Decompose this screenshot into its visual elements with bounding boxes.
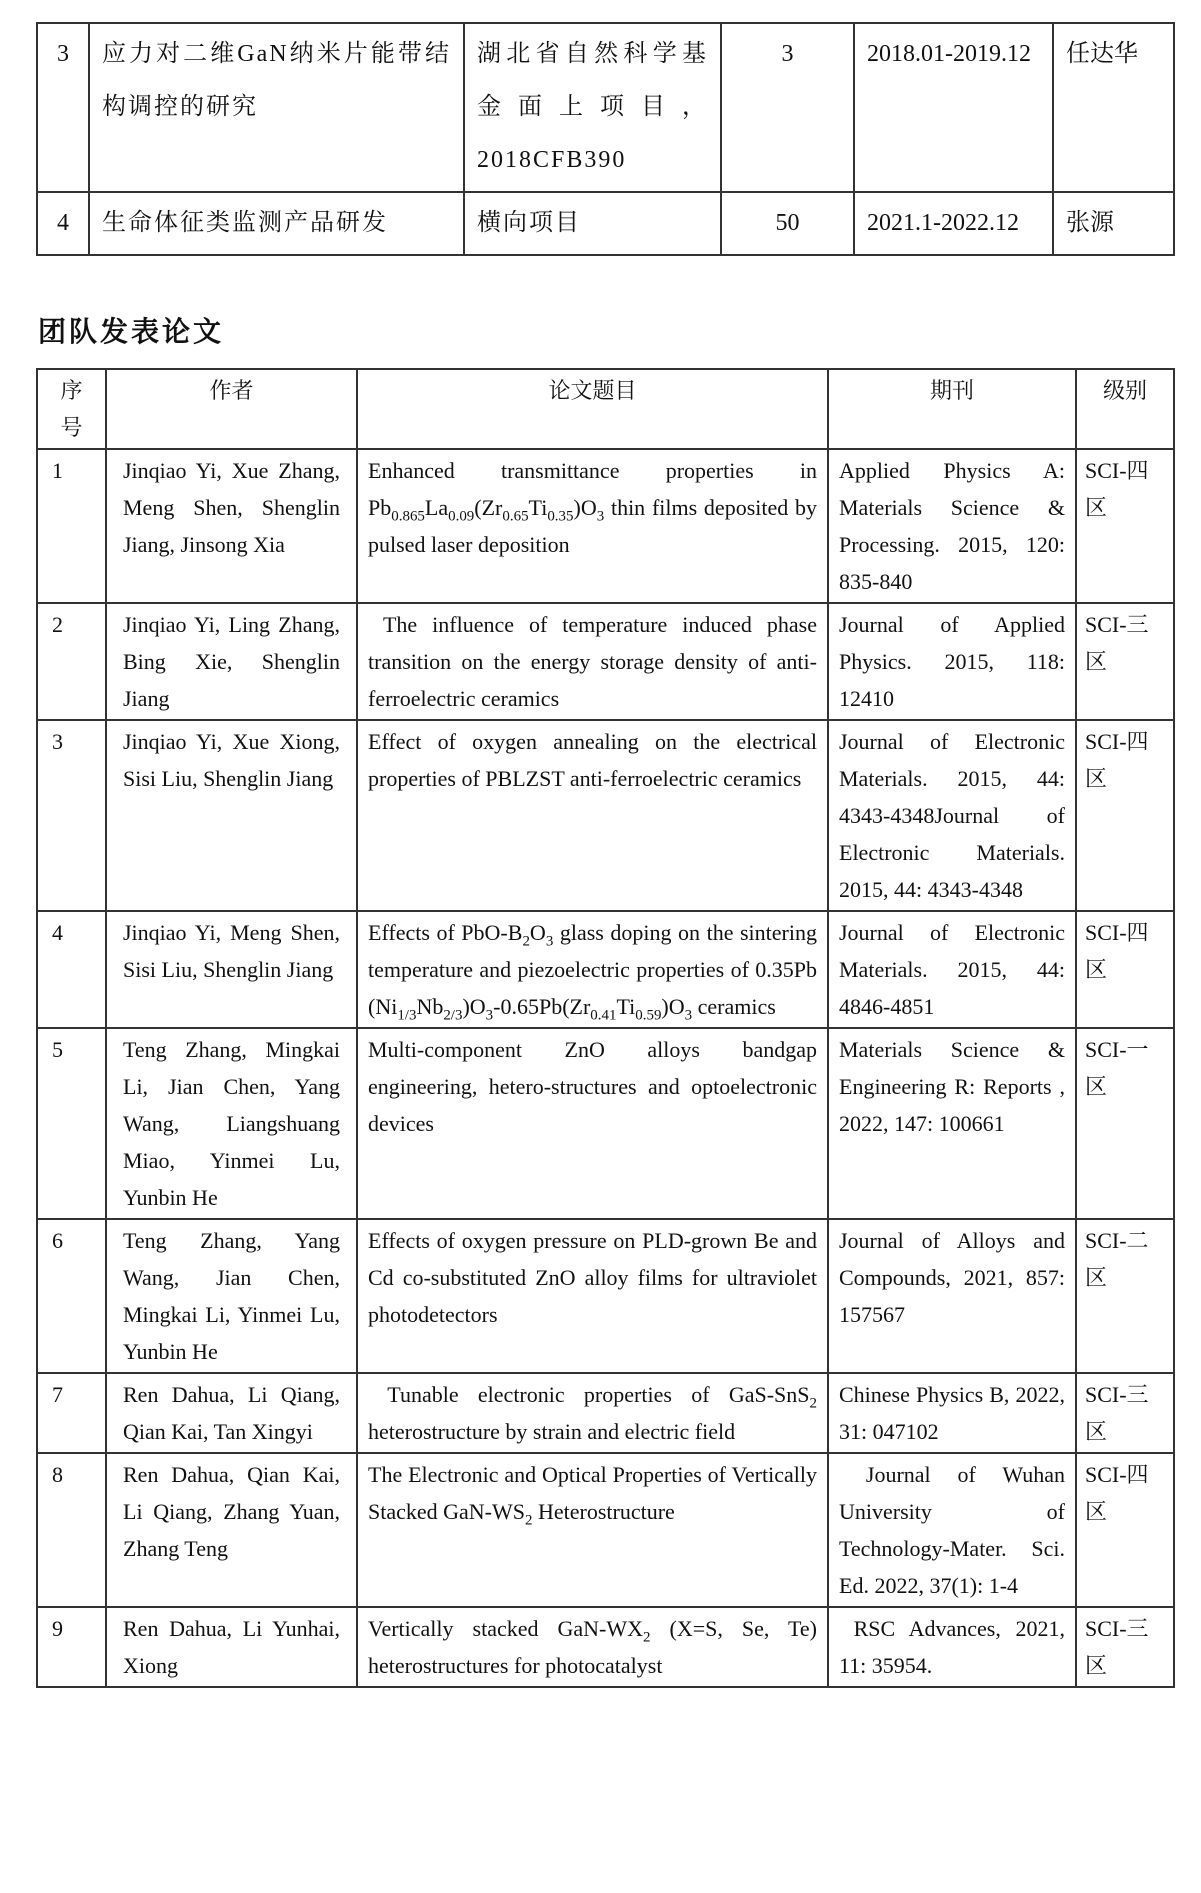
cell-paper-journal: Chinese Physics B, 2022, 31: 047102 (828, 1373, 1076, 1453)
cell-paper-level: SCI-三区 (1076, 1373, 1174, 1453)
projects-table (36, 22, 1175, 256)
paper-row (37, 449, 1174, 603)
cell-paper-journal: Journal of Electronic Materials. 2015, 44: 4343-4348Journal of Electronic Materials. 2015, 44: 4343-4348 (828, 720, 1076, 911)
cell-paper-title: Enhanced transmittance properties in $Pb_{0.865}La_{0.09}(Zr_{0.65}Ti_{0.35})O_3$ thin films deposited by pulsed laser deposition (357, 449, 828, 603)
paper-row (37, 1373, 1174, 1453)
cell-paper-no: 1 (37, 449, 106, 603)
header-no: 序号 (37, 369, 106, 449)
cell-paper-level: SCI-二区 (1076, 1219, 1174, 1373)
paper-row (37, 1219, 1174, 1373)
cell-paper-journal: Materials Science & Engineering R: Reports , 2022, 147: 100661 (828, 1028, 1076, 1219)
paper-row (37, 1607, 1174, 1687)
cell-paper-title: Effects of oxygen pressure on PLD-grown Be and Cd co-substituted ZnO alloy films for ultraviolet photodetectors (357, 1219, 828, 1373)
cell-paper-no: 7 (37, 1373, 106, 1453)
cell-paper-level: SCI-三区 (1076, 1607, 1174, 1687)
cell-paper-no: 8 (37, 1453, 106, 1607)
cell-paper-journal: Journal of Alloys and Compounds, 2021, 857: 157567 (828, 1219, 1076, 1373)
cell-paper-title: Multi-component ZnO alloys bandgap engineering, hetero-structures and optoelectronic devices (357, 1028, 828, 1219)
cell-paper-no: 4 (37, 911, 106, 1028)
cell-paper-no: 2 (37, 603, 106, 720)
cell-project-funder: 横向项目 (464, 192, 721, 255)
cell-paper-authors: Teng Zhang, Yang Wang, Jian Chen, Mingkai Li, Yinmei Lu, Yunbin He (106, 1219, 357, 1373)
cell-paper-title: The influence of temperature induced phase transition on the energy storage density of anti-ferroelectric ceramics (357, 603, 828, 720)
section-heading: 团队发表论文 (38, 317, 225, 348)
cell-paper-no: 5 (37, 1028, 106, 1219)
cell-paper-authors: Ren Dahua, Li Qiang, Qian Kai, Tan Xingyi (106, 1373, 357, 1453)
cell-project-no: 3 (37, 23, 89, 192)
header-journal: 期刊 (828, 369, 1076, 449)
cell-paper-authors: Jinqiao Yi, Meng Shen, Sisi Liu, Shenglin Jiang (106, 911, 357, 1028)
cell-paper-authors: Ren Dahua, Li Yunhai, Xiong (106, 1607, 357, 1687)
cell-paper-journal: Applied Physics A: Materials Science & Processing. 2015, 120: 835-840 (828, 449, 1076, 603)
paper-row (37, 911, 1174, 1028)
cell-paper-authors: Ren Dahua, Qian Kai, Li Qiang, Zhang Yuan, Zhang Teng (106, 1453, 357, 1607)
cell-paper-title: Vertically stacked GaN-$WX_2$ (X=S, Se, Te) heterostructures for photocatalyst (357, 1607, 828, 1687)
cell-paper-authors: Jinqiao Yi, Xue Zhang, Meng Shen, Shenglin Jiang, Jinsong Xia (106, 449, 357, 603)
paper-row (37, 1453, 1174, 1607)
cell-paper-no: 6 (37, 1219, 106, 1373)
cell-paper-journal: Journal of Electronic Materials. 2015, 44: 4846-4851 (828, 911, 1076, 1028)
cell-project-title: 应力对二维GaN纳米片能带结构调控的研究 (89, 23, 464, 192)
cell-project-funder: 湖北省自然科学基金面上项目，2018CFB390 (464, 23, 721, 192)
cell-paper-level: SCI-四区 (1076, 911, 1174, 1028)
header-title: 论文题目 (357, 369, 828, 449)
cell-paper-no: 3 (37, 720, 106, 911)
project-row (37, 192, 1174, 255)
cell-project-amount: 3 (721, 23, 854, 192)
cell-paper-authors: Jinqiao Yi, Xue Xiong, Sisi Liu, Shenglin Jiang (106, 720, 357, 911)
cell-project-period: 2018.01-2019.12 (854, 23, 1053, 192)
cell-paper-journal: Journal of Applied Physics. 2015, 118: 12410 (828, 603, 1076, 720)
header-authors: 作者 (106, 369, 357, 449)
cell-paper-level: SCI-四区 (1076, 1453, 1174, 1607)
cell-project-period: 2021.1-2022.12 (854, 192, 1053, 255)
papers-header-row (37, 369, 1174, 449)
cell-project-leader: 张源 (1053, 192, 1174, 255)
paper-row (37, 603, 1174, 720)
cell-paper-level: SCI-四区 (1076, 720, 1174, 911)
cell-project-amount: 50 (721, 192, 854, 255)
cell-paper-title: Effect of oxygen annealing on the electrical properties of PBLZST anti-ferroelectric ceramics (357, 720, 828, 911)
cell-paper-journal: RSC Advances, 2021, 11: 35954. (828, 1607, 1076, 1687)
cell-paper-title: The Electronic and Optical Properties of Vertically Stacked GaN-$WS_2$ Heterostructure (357, 1453, 828, 1607)
cell-paper-title: Tunable electronic properties of GaS-SnS$_2$ heterostructure by strain and electric field (357, 1373, 828, 1453)
cell-paper-title: Effects of PbO-$B_2O_3$ glass doping on the sintering temperature and piezoelectric properties of 0.35Pb $(Ni_{1/3}Nb_{2/3})O_3-0.65Pb(Zr_{0.41}Ti_{0.59})O_3$ ceramics (357, 911, 828, 1028)
cell-paper-level: SCI-三区 (1076, 603, 1174, 720)
project-row (37, 23, 1174, 192)
paper-row (37, 720, 1174, 911)
cell-paper-level: SCI-一区 (1076, 1028, 1174, 1219)
header-level: 级别 (1076, 369, 1174, 449)
cell-paper-authors: Jinqiao Yi, Ling Zhang, Bing Xie, Shenglin Jiang (106, 603, 357, 720)
cell-paper-journal: Journal of Wuhan University of Technology-Mater. Sci. Ed. 2022, 37(1): 1-4 (828, 1453, 1076, 1607)
cell-paper-authors: Teng Zhang, Mingkai Li, Jian Chen, Yang Wang, Liangshuang Miao, Yinmei Lu, Yunbin He (106, 1028, 357, 1219)
cell-project-title: 生命体征类监测产品研发 (89, 192, 464, 255)
cell-project-leader: 任达华 (1053, 23, 1174, 192)
cell-project-no: 4 (37, 192, 89, 255)
cell-paper-level: SCI-四区 (1076, 449, 1174, 603)
paper-row (37, 1028, 1174, 1219)
cell-paper-no: 9 (37, 1607, 106, 1687)
papers-table (36, 368, 1175, 1688)
